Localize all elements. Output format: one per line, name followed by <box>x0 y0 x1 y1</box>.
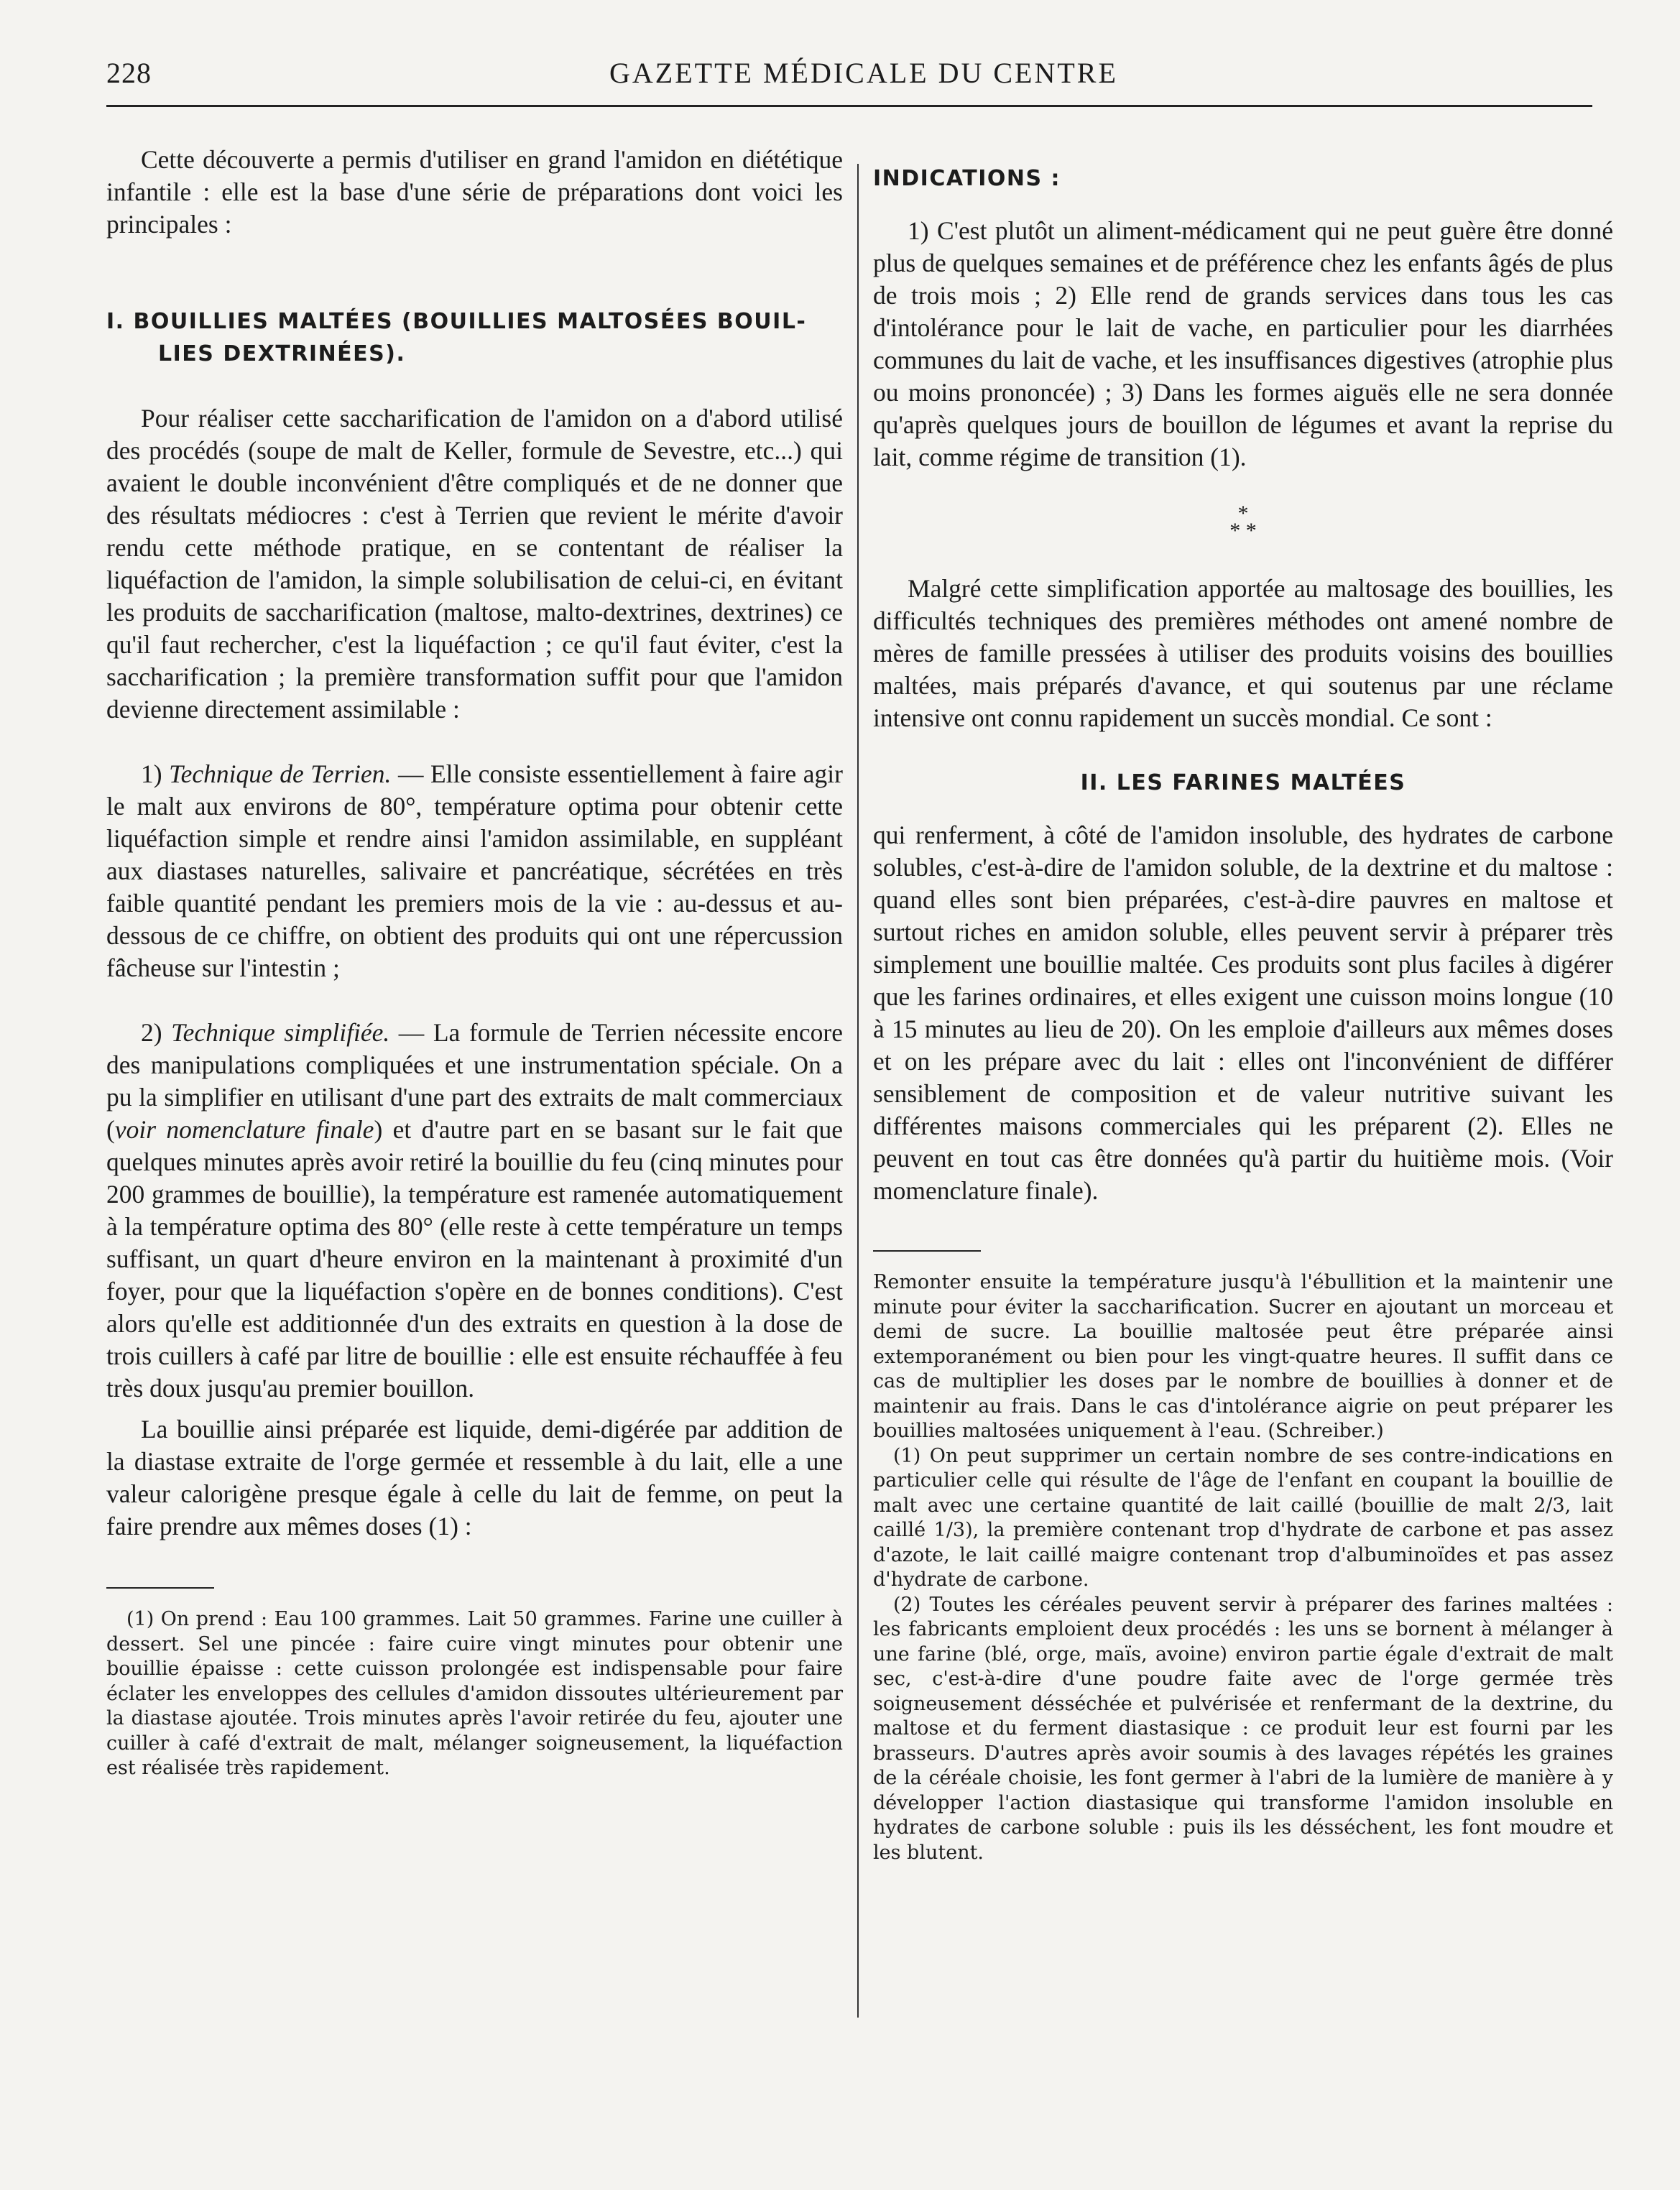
page-number: 228 <box>106 57 152 89</box>
technique-1-text: — Elle consiste essentiellement à faire agir le malt aux environs de 80°, température optima pour obtenir cette liquéfaction simple et rendre ainsi l'amidon assimilable, en suppléant aux diastases naturelles, salivaire et pancréatique, sécrétées en très faible quantité pendant les premiers mois de la vie : au-dessus et au-dessous de ce chiffre, on obtient des produits qui ont une répercussion fâcheuse sur l'intestin ; <box>106 759 843 982</box>
left-column <box>106 144 843 1781</box>
section-title-bouillies <box>106 305 843 370</box>
technique-2-text-a: — La formule de Terrien nécessite encore des manipulations compliquées et une instrumentation spéciale. On a pu la simplifier en utilisant d'une part des extraits de malt commerciaux ( <box>106 1018 844 1144</box>
section-stars <box>873 502 1613 542</box>
paragraph-technique-terrien <box>106 758 843 984</box>
footnotes-right <box>873 1270 1613 1865</box>
column-divider <box>857 164 859 2018</box>
stars-bottom: * * <box>1229 519 1257 542</box>
header-rule <box>106 105 1592 107</box>
star-top: * <box>1237 502 1249 525</box>
paragraph-farines: qui renferment, à côté de l'amidon insoluble, des hydrates de carbone solubles, c'est-à-dire de l'amidon soluble, de la dextrine et du maltose : quand elles sont bien préparées, c'est-à-dire pauvres en maltose et surtout riches en amidon soluble, elles peuvent servir à préparer très simplement une bouillie maltée. Ces produits sont plus faciles à digérer que les farines ordinaires, et elles exigent une cuisson moins longue (10 à 15 minutes au lieu de 20). On les emploie d'ailleurs aux mêmes doses et on les prépare avec du lait : elles ont l'inconvénient de différer sensiblement de composition et de valeur nutritive suivant les différentes maisons commerciales qui les préparent (2). Elles ne peuvent en tout cas être données qu'à partir du huitième mois. (Voir momenclature finale). <box>873 821 1613 1205</box>
technique-2-number: 2) <box>141 1018 162 1047</box>
footnote-1-left: (1) On prend : Eau 100 grammes. Lait 50 grammes. Farine une cuiller à dessert. Sel une pincée : faire cuire vingt minutes pour obtenir une bouillie épaisse : cette cuisson prolongée est indispensable pour faire éclater les enveloppes des cellules d'amidon dissoutes ultérieurement par la diastase ajoutée. Trois minutes après l'avoir retirée du feu, ajouter une cuiller à café d'extrait de malt, mélanger soigneusement, la liquéfaction est réalisée très rapidement. <box>106 1608 843 1779</box>
paragraph-malgre: Malgré cette simplification apportée au maltosage des bouillies, les difficultés techniques des premières méthodes ont amené nombre de mères de famille pressées à utiliser des produits voisins des bouillies maltées, mais préparés d'avance, et qui soutenus par une réclame intensive ont connu rapidement un succès mondial. Ce sont : <box>873 574 1613 732</box>
footnote-continuation: Remonter ensuite la température jusqu'à l'ébullition et la maintenir une minute pour éviter la saccharification. Sucrer en ajoutant un morceau et demi de sucre. La bouillie maltosée peut être préparée ainsi extemporanément ou bien pour les vingt-quatre heures. Il suffit dans ce cas de multiplier les doses par le nombre de bouillies à donner et de maintenir au frais. Dans le cas d'intolérance aigrie on peut préparer les bouillies maltosées uniquement à l'eau. (Schreiber.) <box>873 1271 1613 1442</box>
footnote-left <box>106 1607 843 1781</box>
technique-1-number: 1) <box>141 759 162 788</box>
technique-1-title: Technique de Terrien. <box>169 759 392 788</box>
paragraph-bouillie-preparee: La bouillie ainsi préparée est liquide, demi-digérée par addition de la diastase extraite de l'orge germée et ressemble à du lait, elle a une valeur calorigène presque égale à celle du lait de femme, on peut la faire prendre aux mêmes doses (1) : <box>106 1415 843 1540</box>
footnote-rule <box>106 1587 214 1589</box>
paragraph-technique-simplifiee <box>106 1017 843 1405</box>
paragraph-indications: 1) C'est plutôt un aliment-médicament qui ne peut guère être donné plus de quelques semaines et de préférence chez les enfants âgés de plus de trois mois ; 2) Elle rend de grands services dans tous les cas d'intolérance pour le lait de vache, en particulier pour les diarrhées communes du lait de vache, et les insuffisances digestives (atrophie plus ou moins prononcée) ; 3) Dans les formes aiguës elle ne sera donnée qu'après quelques jours de bouillon de légumes et avant la reprise du lait, comme régime de transition (1). <box>873 216 1613 471</box>
indications-title: INDICATIONS : <box>873 166 1061 191</box>
right-column <box>873 144 1613 1865</box>
intro-paragraph: Cette découverte a permis d'utiliser en grand l'amidon en diététique infantile : elle est la base d'une série de préparations dont voici les principales : <box>106 145 843 239</box>
section-title-line1: I. BOUILLIES MALTÉES (BOUILLIES MALTOSÉES BOUIL- <box>106 309 807 334</box>
page-header <box>106 56 1592 96</box>
technique-2-text-b: ) et d'autre part en se basant sur le fait que quelques minutes après avoir retiré la bouillie du feu (cinq minutes pour 200 grammes de bouillie), la température est ramenée automatiquement à la température optima des 80° (elle reste à cette température un temps suffisant, un quart d'heure environ en la maintenant à proximité d'un foyer, pour que la liquéfaction s'opère en de bonnes conditions). C'est alors qu'elle est additionnée d'un des extraits en question à la dose de trois cuillers à café par litre de bouillie : elle est ensuite réchauffée à feu très doux jusqu'au premier bouillon. <box>106 1115 843 1403</box>
nomenclature-reference: voir nomenclature finale <box>114 1115 374 1144</box>
section-title-farines: II. LES FARINES MALTÉES <box>1080 770 1406 795</box>
section-title-line2: LIES DEXTRINÉES). <box>158 341 406 366</box>
footnote-rule-right <box>873 1250 981 1252</box>
footnote-2-right: (2) Toutes les céréales peuvent servir à préparer des farines maltées : les fabricants emploient deux procédés : les uns se bornent à mélanger à une farine (blé, orge, maïs, avoine) environ partie égale d'extrait de malt sec, c'est-à-dire d'une poudre faite avec de l'orge germée très soigneusement désséchée et pulvérisée et renfermant de la dextrine, du maltose et du ferment diastasique : ce produit leur est fourni par les brasseurs. D'autres après avoir soumis à des lavages répétés les graines de la céréale choisie, les font germer à l'abri de la lumière de manière à y développer l'action diastasique qui transforme l'amidon insoluble en hydrates de carbone soluble : puis ils les désséchent, les font moudre et les blutent. <box>873 1593 1613 1864</box>
footnote-1-right: (1) On peut supprimer un certain nombre de ses contre-indications en particulier celle qui résulte de l'âge de l'enfant en coupant la bouillie de malt avec une certaine quantité de lait caillé (bouillie de malt 2/3, lait caillé 1/3), la première contenant trop d'hydrate de carbone et pas assez d'azote, le lait caillé maigre contenant trop d'albuminoïdes et pas assez d'hydrate de carbone. <box>873 1444 1613 1591</box>
paragraph-saccharification: Pour réaliser cette saccharification de l'amidon on a d'abord utilisé des procédés (soupe de malt de Keller, formule de Sevestre, etc...) qui avaient le double inconvénient d'être compliqués et de ne donner que des résultats médiocres : c'est à Terrien que revient le mérite d'avoir rendu cette méthode pratique, en se contentant de réaliser la liquéfaction de l'amidon, la simple solubilisation de celui-ci, en évitant les produits de saccharification (maltose, malto-dextrines, dextrines) ce qu'il faut rechercher, c'est la liquéfaction ; ce qu'il faut éviter, c'est la saccharification ; la première transformation suffit pour que l'amidon devienne directement assimilable : <box>106 404 843 724</box>
technique-2-title: Technique simplifiée. <box>171 1018 390 1047</box>
running-title: GAZETTE MÉDICALE DU CENTRE <box>609 57 1118 89</box>
